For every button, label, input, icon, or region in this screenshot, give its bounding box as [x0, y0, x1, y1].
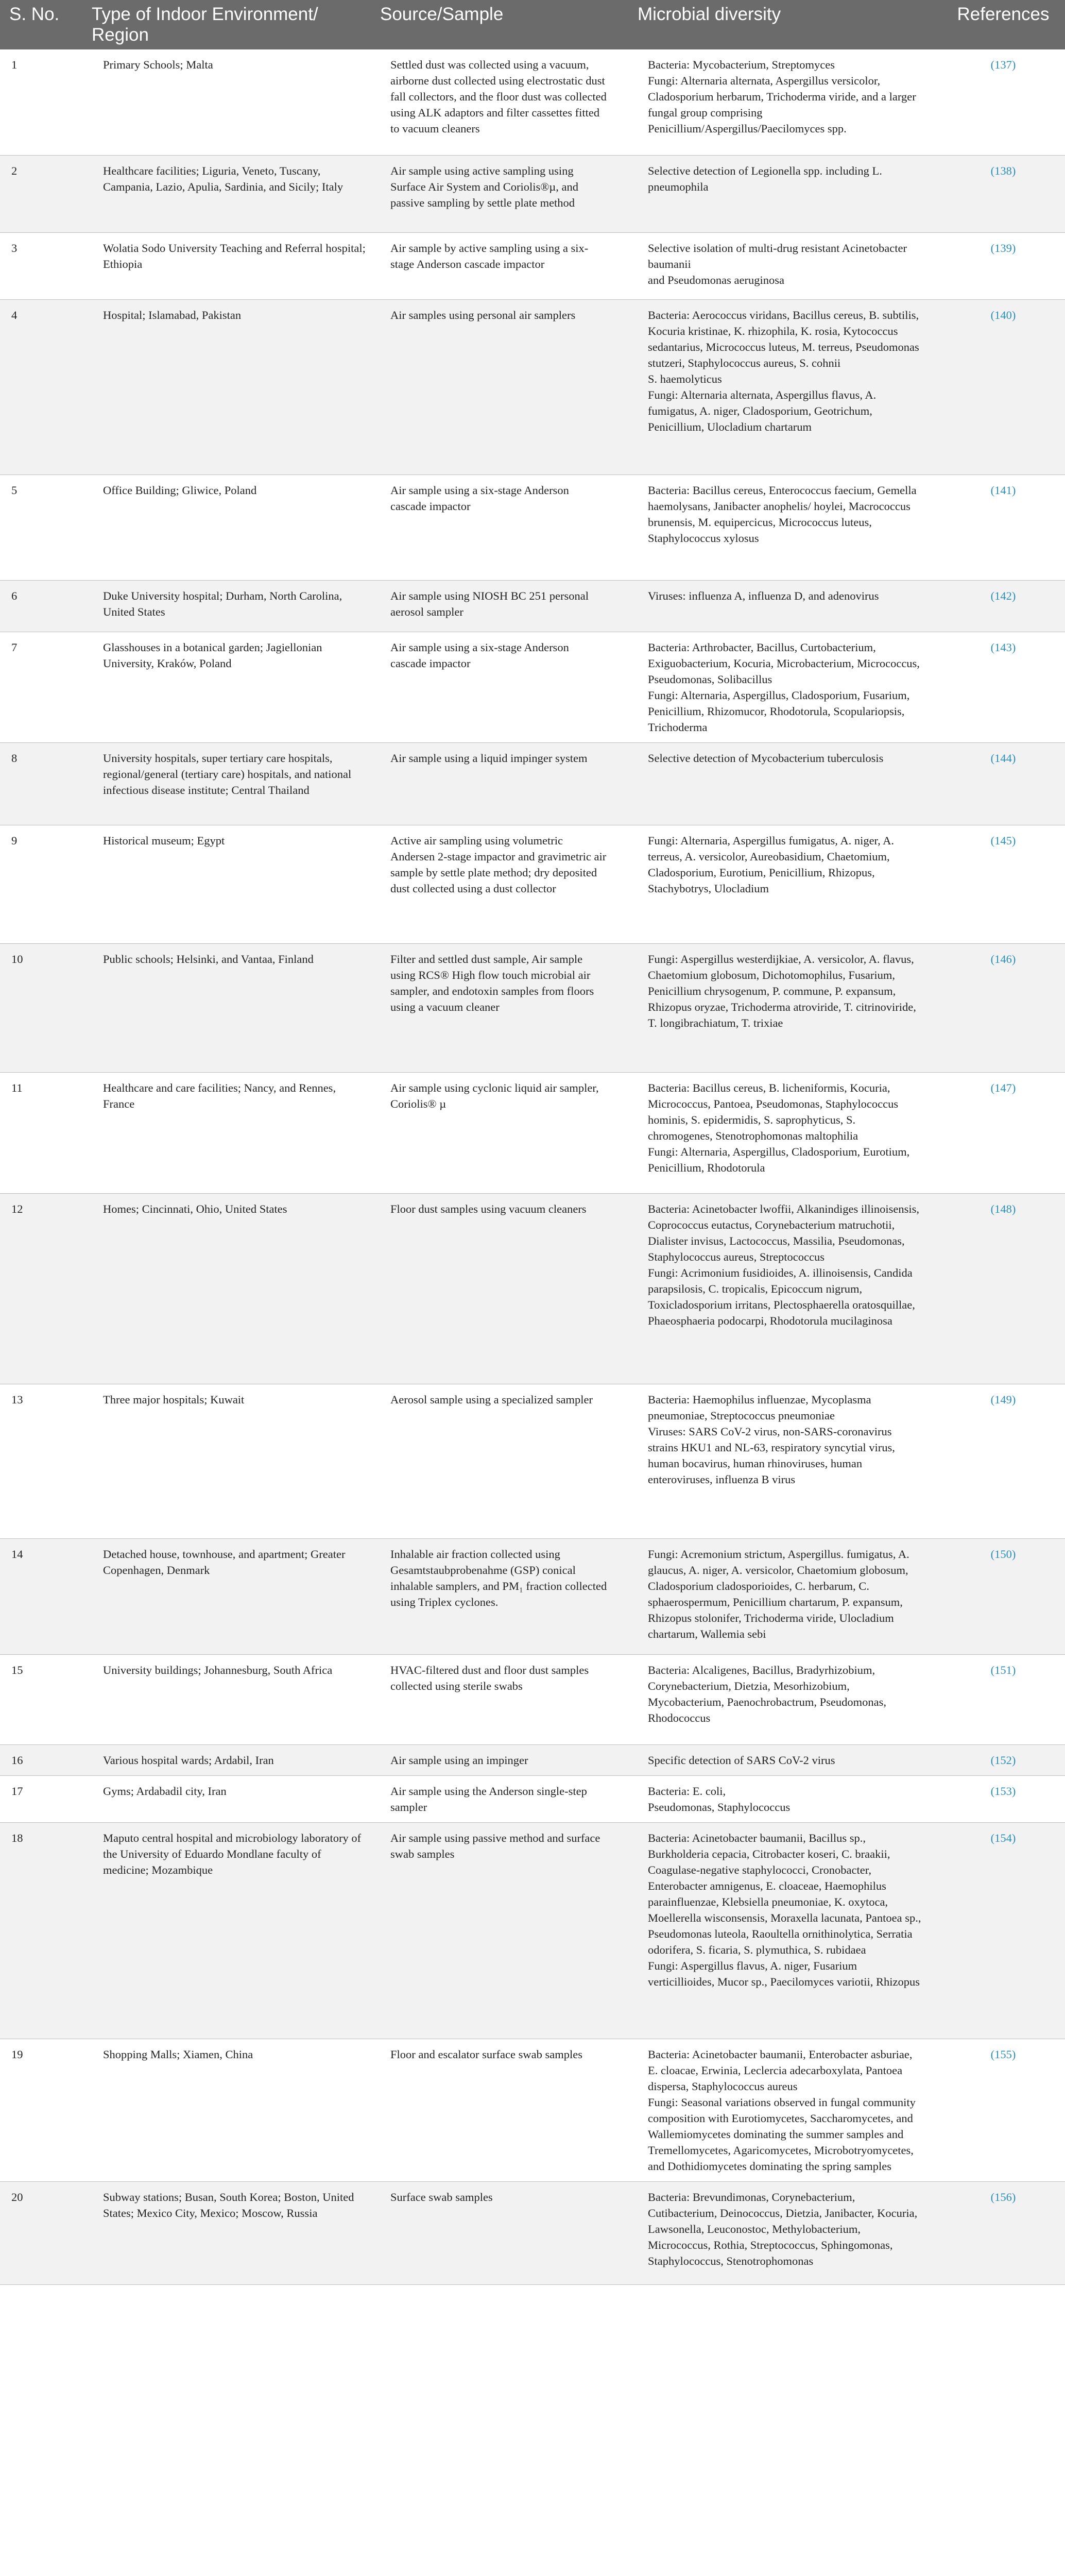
- cell-source-sample: Air sample using NIOSH BC 251 personal aerosol sampler: [371, 580, 628, 632]
- cell-environment-region: Shopping Malls; Xiamen, China: [82, 2039, 371, 2181]
- cell-source-sample: Floor and escalator surface swab samples: [371, 2039, 628, 2181]
- cell-microbial-diversity: [628, 1072, 937, 1193]
- table-row: [0, 49, 1065, 155]
- cell-sno: 14: [0, 1538, 82, 1654]
- cell-microbial-diversity: [628, 299, 937, 474]
- cell-microbial-diversity: [628, 49, 937, 155]
- cell-sno: 1: [0, 49, 82, 155]
- header-source: Source/Sample: [371, 0, 628, 49]
- diversity-line: Bacteria: Bacillus cereus, Enterococcus faecium, Gemella haemolysans, Janibacter anophelis/ hoylei, Macrococcus brunensis, M. equipercicus, Micrococcus luteus, Staphylococcus xylosus: [648, 483, 917, 545]
- header-row: [0, 0, 1065, 49]
- table-row: [0, 232, 1065, 299]
- cell-reference[interactable]: [937, 1072, 1065, 1193]
- cell-reference[interactable]: [937, 2039, 1065, 2181]
- cell-sno: 9: [0, 825, 82, 943]
- diversity-line: Bacteria: Acinetobacter baumanii, Enterobacter asburiae, E. cloacae, Erwinia, Leclercia adecarboxylata, Pantoea dispersa, Staphylococcus aureus: [648, 2047, 913, 2093]
- cell-environment-region: Public schools; Helsinki, and Vantaa, Finland: [82, 943, 371, 1072]
- diversity-line: Bacteria: Alcaligenes, Bacillus, Bradyrhizobium, Corynebacterium, Dietzia, Mesorhizobium, Mycobacterium, Paenochrobactrum, Pseudomonas, Rhodococcus: [648, 1663, 887, 1724]
- cell-microbial-diversity: [628, 1654, 937, 1744]
- table-row: [0, 1538, 1065, 1654]
- cell-sno: 17: [0, 1775, 82, 1822]
- cell-environment-region: University buildings; Johannesburg, South Africa: [82, 1654, 371, 1744]
- reference-link[interactable]: (154): [990, 1831, 1016, 1844]
- reference-link[interactable]: (149): [990, 1393, 1016, 1406]
- cell-reference[interactable]: [937, 155, 1065, 232]
- cell-reference[interactable]: [937, 2181, 1065, 2284]
- cell-reference[interactable]: [937, 1744, 1065, 1775]
- cell-microbial-diversity: [628, 1744, 937, 1775]
- diversity-line: Viruses: influenza A, influenza D, and adenovirus: [648, 589, 879, 602]
- diversity-line: Fungi: Alternaria alternata, Aspergillus flavus, A. fumigatus, A. niger, Cladosporium, Geotrichum, Penicillium, Ulocladium chartarum: [648, 388, 877, 433]
- cell-sno: 13: [0, 1384, 82, 1538]
- cell-environment-region: Hospital; Islamabad, Pakistan: [82, 299, 371, 474]
- diversity-line: Selective detection of Mycobacterium tuberculosis: [648, 751, 884, 765]
- cell-environment-region: Three major hospitals; Kuwait: [82, 1384, 371, 1538]
- reference-link[interactable]: (151): [990, 1663, 1016, 1676]
- diversity-line: Fungi: Seasonal variations observed in fungal community composition with Eurotiomycetes, Saccharomycetes, and Wallemiomycetes dominating the summer samples and Tremellomycetes, Agaricomycetes, Microbotryomycetes, and Dothidiomycetes dominating the spring samples: [648, 2095, 916, 2173]
- cell-microbial-diversity: [628, 1538, 937, 1654]
- diversity-line: Fungi: Aspergillus westerdijkiae, A. versicolor, A. flavus, Chaetomium globosum, Dichotomophilus, Fusarium, Penicillium chrysogenum, P. commune, P. expansum, Rhizopus oryzae, Trichoderma atroviride, T. citrinoviride, T. longibrachiatum, T. trixiae: [648, 952, 916, 1029]
- table-row: [0, 155, 1065, 232]
- cell-microbial-diversity: [628, 232, 937, 299]
- cell-microbial-diversity: [628, 1775, 937, 1822]
- diversity-line: Fungi: Alternaria alternata, Aspergillus versicolor, Cladosporium herbarum, Trichoderma viride, and a larger fungal group comprising Penicillium/Aspergillus/Paecilomyces spp.: [648, 74, 916, 135]
- cell-environment-region: Historical museum; Egypt: [82, 825, 371, 943]
- reference-link[interactable]: (150): [990, 1547, 1016, 1561]
- diversity-line: Bacteria: Mycobacterium, Streptomyces: [648, 58, 835, 71]
- cell-source-sample: Air samples using personal air samplers: [371, 299, 628, 474]
- cell-environment-region: Office Building; Gliwice, Poland: [82, 474, 371, 580]
- cell-microbial-diversity: [628, 1822, 937, 2039]
- cell-reference[interactable]: [937, 299, 1065, 474]
- cell-environment-region: Healthcare and care facilities; Nancy, and Rennes, France: [82, 1072, 371, 1193]
- cell-sno: 15: [0, 1654, 82, 1744]
- cell-reference[interactable]: [937, 49, 1065, 155]
- header-type: Type of Indoor Environment/ Region: [82, 0, 371, 49]
- cell-source-sample: Floor dust samples using vacuum cleaners: [371, 1193, 628, 1384]
- table-row: [0, 474, 1065, 580]
- diversity-line: Selective isolation of multi-drug resistant Acinetobacter baumanii: [648, 241, 907, 270]
- table-row: [0, 299, 1065, 474]
- table-row: [0, 1775, 1065, 1822]
- cell-sno: 3: [0, 232, 82, 299]
- cell-environment-region: University hospitals, super tertiary care hospitals, regional/general (tertiary care) hospitals, and national infectious disease institute; Central Thailand: [82, 742, 371, 825]
- reference-link[interactable]: (140): [990, 308, 1016, 321]
- reference-link[interactable]: (143): [990, 640, 1016, 654]
- cell-source-sample: Inhalable air fraction collected using Gesamtstaubprobenahme (GSP) conical inhalable samplers, and PM₁ fraction collected using Triplex cyclones.: [371, 1538, 628, 1654]
- table-row: [0, 632, 1065, 742]
- cell-sno: 7: [0, 632, 82, 742]
- cell-source-sample: Air sample using a liquid impinger system: [371, 742, 628, 825]
- cell-reference[interactable]: [937, 742, 1065, 825]
- table-row: [0, 1654, 1065, 1744]
- cell-sno: 20: [0, 2181, 82, 2284]
- cell-sno: 12: [0, 1193, 82, 1384]
- cell-microbial-diversity: [628, 1384, 937, 1538]
- cell-microbial-diversity: [628, 943, 937, 1072]
- cell-reference[interactable]: [937, 1775, 1065, 1822]
- reference-link[interactable]: (147): [990, 1081, 1016, 1094]
- cell-source-sample: Air sample using cyclonic liquid air sampler, Coriolis® µ: [371, 1072, 628, 1193]
- reference-link[interactable]: (137): [990, 58, 1016, 71]
- header-diversity: Microbial diversity: [628, 0, 937, 49]
- cell-source-sample: Aerosol sample using a specialized sampler: [371, 1384, 628, 1538]
- reference-link[interactable]: (148): [990, 1202, 1016, 1215]
- header-references: References: [937, 0, 1065, 49]
- table-row: [0, 1822, 1065, 2039]
- diversity-line: Fungi: Alternaria, Aspergillus fumigatus, A. niger, A. terreus, A. versicolor, Aureobasidium, Chaetomium, Cladosporium, Eurotium, Penicillium, Rhizopus, Stachybotrys, Ulocladium: [648, 834, 895, 895]
- cell-source-sample: Air sample using a six-stage Anderson cascade impactor: [371, 474, 628, 580]
- table-row: [0, 2039, 1065, 2181]
- cell-source-sample: Air sample using active sampling using Surface Air System and Coriolis®µ, and passive sampling by settle plate method: [371, 155, 628, 232]
- cell-environment-region: Gyms; Ardabadil city, Iran: [82, 1775, 371, 1822]
- table-header: [0, 0, 1065, 49]
- table-row: [0, 943, 1065, 1072]
- cell-source-sample: Air sample by active sampling using a six-stage Anderson cascade impactor: [371, 232, 628, 299]
- cell-sno: 8: [0, 742, 82, 825]
- reference-link[interactable]: (144): [990, 751, 1016, 765]
- reference-link[interactable]: (145): [990, 834, 1016, 847]
- cell-source-sample: Air sample using passive method and surface swab samples: [371, 1822, 628, 2039]
- cell-sno: 18: [0, 1822, 82, 2039]
- diversity-line: Fungi: Aspergillus flavus, A. niger, Fusarium verticillioides, Mucor sp., Paecilomyces variotii, Rhizopus: [648, 1959, 920, 1988]
- cell-reference[interactable]: [937, 1384, 1065, 1538]
- reference-link[interactable]: (139): [990, 241, 1016, 255]
- cell-source-sample: Settled dust was collected using a vacuum, airborne dust collected using electrostatic dust fall collectors, and the floor dust was collected using ALK adaptors and filter cassettes fitted to vacuum cleaners: [371, 49, 628, 155]
- diversity-line: Fungi: Alternaria, Aspergillus, Cladosporium, Eurotium, Penicillium, Rhodotorula: [648, 1145, 910, 1174]
- diversity-line: Pseudomonas, Staphylococcus: [648, 1800, 791, 1814]
- cell-reference[interactable]: [937, 474, 1065, 580]
- cell-reference[interactable]: [937, 1822, 1065, 2039]
- cell-microbial-diversity: [628, 632, 937, 742]
- diversity-line: Viruses: SARS CoV-2 virus, non-SARS-coronavirus strains HKU1 and NL-63, respiratory syncytial virus, human bocavirus, human rhinoviruses, human enteroviruses, influenza B virus: [648, 1425, 895, 1486]
- table-row: [0, 1384, 1065, 1538]
- cell-microbial-diversity: [628, 2039, 937, 2181]
- cell-source-sample: Air sample using the Anderson single-step sampler: [371, 1775, 628, 1822]
- cell-reference[interactable]: [937, 632, 1065, 742]
- reference-link[interactable]: (142): [990, 589, 1016, 602]
- cell-reference[interactable]: [937, 580, 1065, 632]
- table-row: [0, 742, 1065, 825]
- cell-sno: 4: [0, 299, 82, 474]
- diversity-line: and Pseudomonas aeruginosa: [648, 273, 784, 286]
- cell-environment-region: Wolatia Sodo University Teaching and Referral hospital; Ethiopia: [82, 232, 371, 299]
- diversity-line: Fungi: Alternaria, Aspergillus, Cladosporium, Fusarium, Penicillium, Rhizomucor, Rhodotorula, Scopulariopsis, Trichoderma: [648, 688, 910, 734]
- cell-source-sample: HVAC-filtered dust and floor dust samples collected using sterile swabs: [371, 1654, 628, 1744]
- cell-microbial-diversity: [628, 742, 937, 825]
- diversity-line: Fungi: Acrimonium fusidioides, A. illinoisensis, Candida parapsilosis, C. tropicalis, Epicoccum nigrum, Toxicladosporium irritans, Plectosphaerella oratosquillae, Phaeosphaeria podocarpi, Rhodotorula mucilaginosa: [648, 1266, 915, 1327]
- reference-link[interactable]: (155): [990, 2047, 1016, 2061]
- table-row: [0, 825, 1065, 943]
- table-body: [0, 49, 1065, 2284]
- cell-source-sample: Active air sampling using volumetric Andersen 2-stage impactor and gravimetric air sample by settle plate method; dry deposited dust collected using a dust collector: [371, 825, 628, 943]
- reference-link[interactable]: (153): [990, 1784, 1016, 1798]
- cell-reference[interactable]: [937, 1654, 1065, 1744]
- diversity-line: Specific detection of SARS CoV-2 virus: [648, 1753, 835, 1767]
- diversity-line: Selective detection of Legionella spp. including L. pneumophila: [648, 164, 882, 193]
- header-sno: S. No.: [0, 0, 82, 49]
- cell-environment-region: Detached house, townhouse, and apartment; Greater Copenhagen, Denmark: [82, 1538, 371, 1654]
- cell-sno: 6: [0, 580, 82, 632]
- diversity-line: Bacteria: Acinetobacter lwoffii, Alkanindiges illinoisensis, Coprococcus eutactus, Corynebacterium matruchotii, Dialister invisus, Lactococcus, Massilia, Pseudomonas, Staphylococcus aureus, Streptococcus: [648, 1202, 919, 1263]
- cell-source-sample: Filter and settled dust sample, Air sample using RCS® High flow touch microbial air sampler, and endotoxin samples from floors using a vacuum cleaner: [371, 943, 628, 1072]
- cell-source-sample: Air sample using an impinger: [371, 1744, 628, 1775]
- cell-reference[interactable]: [937, 1193, 1065, 1384]
- cell-microbial-diversity: [628, 825, 937, 943]
- cell-environment-region: Various hospital wards; Ardabil, Iran: [82, 1744, 371, 1775]
- table-row: [0, 1193, 1065, 1384]
- diversity-line: S. haemolyticus: [648, 372, 722, 385]
- cell-microbial-diversity: [628, 155, 937, 232]
- diversity-line: Bacteria: Haemophilus influenzae, Mycoplasma pneumoniae, Streptococcus pneumoniae: [648, 1393, 871, 1422]
- cell-environment-region: Duke University hospital; Durham, North Carolina, United States: [82, 580, 371, 632]
- cell-sno: 10: [0, 943, 82, 1072]
- cell-microbial-diversity: [628, 580, 937, 632]
- cell-sno: 19: [0, 2039, 82, 2181]
- diversity-line: Bacteria: E. coli,: [648, 1784, 726, 1798]
- cell-environment-region: Subway stations; Busan, South Korea; Boston, United States; Mexico City, Mexico; Moscow, Russia: [82, 2181, 371, 2284]
- table-row: [0, 2181, 1065, 2284]
- diversity-line: Bacteria: Bacillus cereus, B. licheniformis, Kocuria, Micrococcus, Pantoea, Pseudomonas, Staphylococcus hominis, S. epidermidis, S. saprophyticus, S. chromogenes, Stenotrophomonas maltophilia: [648, 1081, 899, 1142]
- cell-reference[interactable]: [937, 825, 1065, 943]
- cell-microbial-diversity: [628, 474, 937, 580]
- reference-link[interactable]: (152): [990, 1753, 1016, 1767]
- diversity-line: Fungi: Acremonium strictum, Aspergillus. fumigatus, A. glaucus, A. niger, A. versicolor, Chaetomium globosum, Cladosporium cladosporioides, C. herbarum, C. sphaerospermum, Penicillium chartarum, P. expansum, Rhizopus stolonifer, Trichoderma viride, Ulocladium chartarum, Wallemia sebi: [648, 1547, 909, 1640]
- cell-sno: 11: [0, 1072, 82, 1193]
- table-row: [0, 580, 1065, 632]
- cell-environment-region: Homes; Cincinnati, Ohio, United States: [82, 1193, 371, 1384]
- cell-source-sample: Air sample using a six-stage Anderson cascade impactor: [371, 632, 628, 742]
- cell-environment-region: Maputo central hospital and microbiology laboratory of the University of Eduardo Mondlane faculty of medicine; Mozambique: [82, 1822, 371, 2039]
- cell-environment-region: Primary Schools; Malta: [82, 49, 371, 155]
- table-row: [0, 1744, 1065, 1775]
- diversity-line: Bacteria: Acinetobacter baumanii, Bacillus sp., Burkholderia cepacia, Citrobacter koseri, C. braakii, Coagulase-negative staphylococci, Cronobacter, Enterobacter amnigenus, E. cloaceae, Haemophilus parainfluenzae, Klebsiella pneumoniae, K. oxytoca, Moellerella wisconsensis, Moraxella lacunata, Pantoea sp., Pseudomonas luteola, Raoultella ornithinolytica, Serratia odorifera, S. ficaria, S. plymuthica, S. rubidaea: [648, 1831, 921, 1956]
- reference-link[interactable]: (141): [990, 483, 1016, 497]
- cell-sno: 5: [0, 474, 82, 580]
- cell-sno: 16: [0, 1744, 82, 1775]
- cell-source-sample: Surface swab samples: [371, 2181, 628, 2284]
- table-row: [0, 1072, 1065, 1193]
- diversity-line: Bacteria: Aerococcus viridans, Bacillus cereus, B. subtilis, Kocuria kristinae, K. rhizophila, K. rosia, Kytococcus sedantarius, Micrococcus luteus, M. terreus, Pseudomonas stutzeri, Staphylococcus aureus, S. cohnii: [648, 308, 919, 369]
- cell-microbial-diversity: [628, 2181, 937, 2284]
- cell-microbial-diversity: [628, 1193, 937, 1384]
- reference-link[interactable]: (138): [990, 164, 1016, 177]
- cell-reference[interactable]: [937, 232, 1065, 299]
- cell-reference[interactable]: [937, 1538, 1065, 1654]
- reference-link[interactable]: (146): [990, 952, 1016, 965]
- cell-reference[interactable]: [937, 943, 1065, 1072]
- cell-environment-region: Glasshouses in a botanical garden; Jagiellonian University, Kraków, Poland: [82, 632, 371, 742]
- diversity-line: Bacteria: Arthrobacter, Bacillus, Curtobacterium, Exiguobacterium, Kocuria, Microbacterium, Micrococcus, Pseudomonas, Solibacillus: [648, 640, 920, 686]
- cell-environment-region: Healthcare facilities; Liguria, Veneto, Tuscany, Campania, Lazio, Apulia, Sardinia, and Sicily; Italy: [82, 155, 371, 232]
- reference-link[interactable]: (156): [990, 2190, 1016, 2204]
- cell-sno: 2: [0, 155, 82, 232]
- diversity-line: Bacteria: Brevundimonas, Corynebacterium, Cutibacterium, Deinococcus, Dietzia, Janibacter, Kocuria, Lawsonella, Leuconostoc, Methylobacterium, Micrococcus, Rothia, Streptococcus, Sphingomonas, Staphylococcus, Stenotrophomonas: [648, 2190, 918, 2267]
